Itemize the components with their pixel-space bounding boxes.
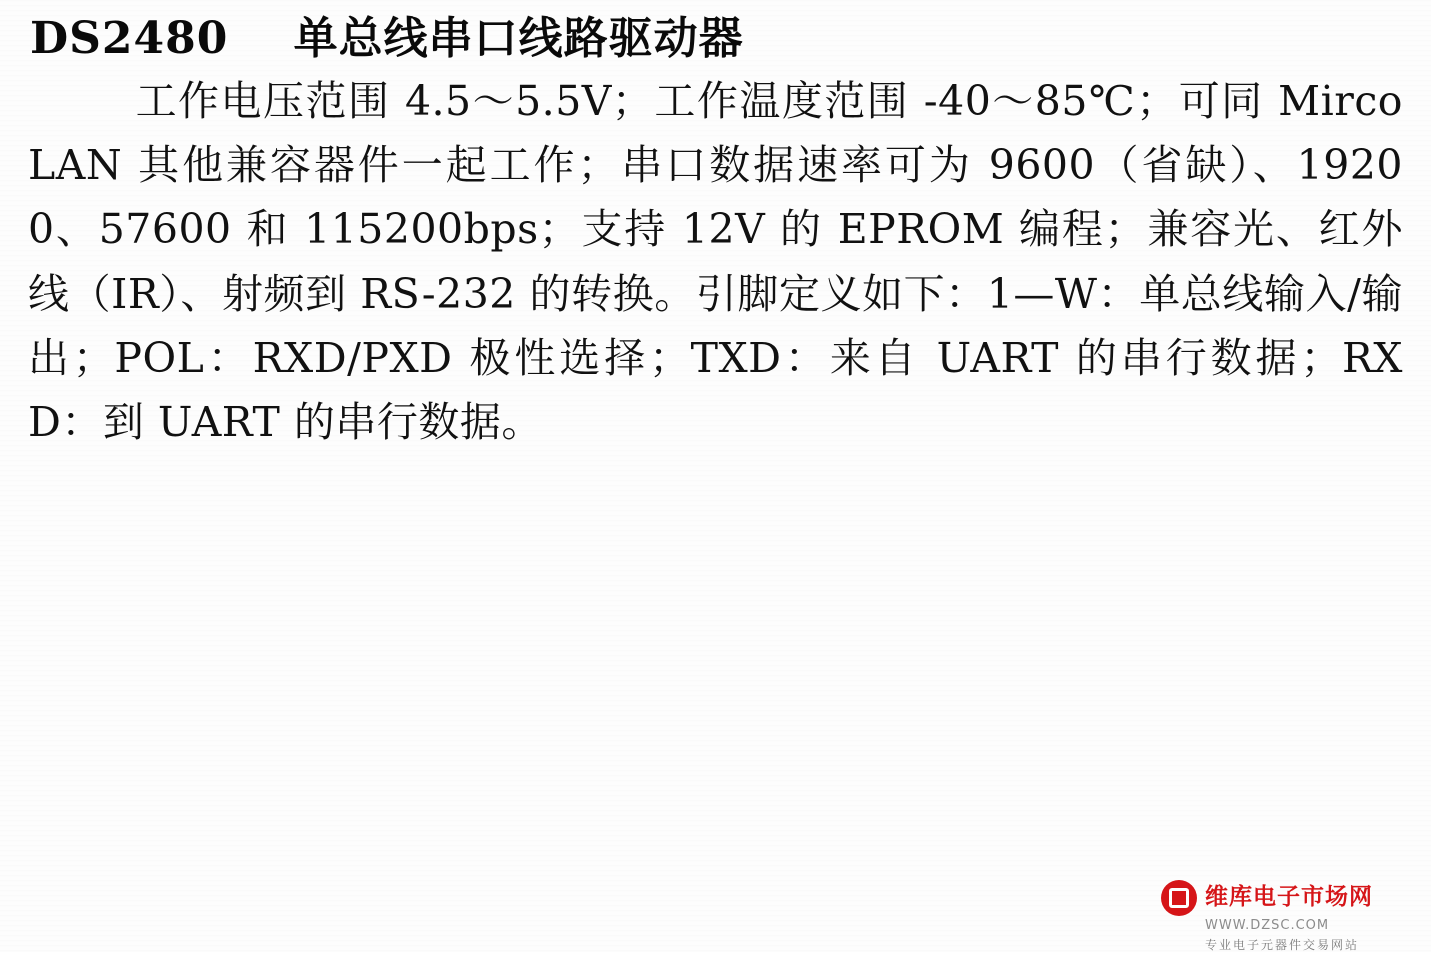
watermark-url: WWW.DZSC.COM <box>1205 917 1330 933</box>
watermark-row <box>1161 880 1373 916</box>
paragraph-text: 工作电压范围 4.5～5.5V；工作温度范围 -40～85℃；可同 MircoLAN 其他兼容器件一起工作；串口数据速率可为 9600（省缺）、19200、57600 和 115200bps；支持 12V 的 EPROM 编程；兼容光、红外线（IR）、射频到 RS-232 的转换。引脚定义如下：1—W：单总线输入/输出；POL：RXD/PXD 极性选择；TXD：来自 UART 的串行数据；RXD：到 UART 的串行数据。 <box>28 76 1403 447</box>
page-title: DS2480 单总线串口线路驱动器 <box>30 13 744 64</box>
watermark-subtitle: 专业电子元器件交易网站 <box>1205 937 1360 952</box>
body-paragraph <box>28 69 1403 455</box>
watermark-brand: 维库电子市场网 <box>1205 884 1373 910</box>
watermark <box>1161 884 1421 952</box>
weiku-logo-icon <box>1161 880 1197 916</box>
